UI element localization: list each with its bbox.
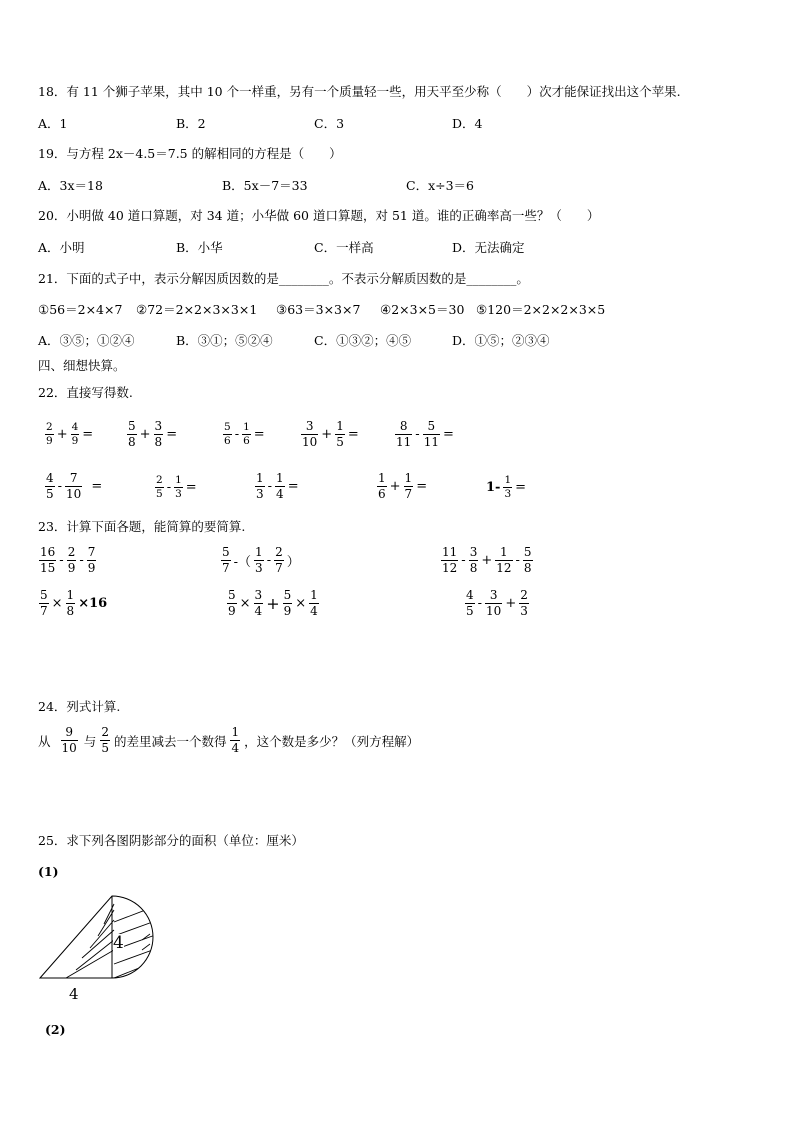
operator: -: [515, 553, 520, 568]
operator: -: [166, 480, 172, 495]
operator: -: [267, 479, 273, 494]
operator: -: [57, 479, 63, 494]
num: 1: [500, 545, 508, 559]
num: 3: [305, 419, 314, 433]
den: 15: [40, 561, 56, 575]
shaded-area-figure: [36, 892, 176, 992]
den: 4: [254, 604, 263, 618]
num: 5: [224, 421, 231, 433]
den: 9: [87, 561, 96, 575]
equals: =: [253, 427, 265, 442]
num: 2: [101, 725, 109, 739]
den: 8: [128, 435, 136, 449]
tail-term: ×16: [78, 596, 108, 611]
num: 1: [231, 725, 240, 739]
den: 9: [71, 435, 79, 447]
equals: =: [515, 480, 527, 495]
den: 5: [156, 488, 163, 500]
operator: -: [79, 553, 84, 568]
num: 4: [71, 421, 79, 433]
equals: =: [416, 479, 428, 494]
dimension-base: 4: [69, 985, 79, 1003]
den: 6: [224, 435, 231, 447]
den: 12: [442, 561, 458, 575]
den: 5: [336, 435, 344, 449]
equals: =: [347, 427, 359, 442]
q23-stem: 23．计算下面各题，能简算的要简算.: [38, 519, 246, 534]
operator: -: [234, 427, 240, 442]
operator: +: [266, 594, 280, 613]
den: 10: [66, 487, 82, 501]
text: 从: [38, 733, 51, 749]
num: 11: [442, 545, 458, 559]
q22-r1-e2: [126, 420, 179, 449]
operator: ×: [239, 596, 251, 611]
q18-stem: 18．有 11 个狮子苹果，其中 10 个一样重，另有一个质量轻一些，用天平至少称（ ）次才能保证找出这个苹果.: [38, 84, 681, 99]
num: 4: [46, 471, 54, 485]
den: 11: [396, 435, 412, 449]
den: 10: [61, 741, 77, 755]
q21-item-4: ④2×3×5＝30: [380, 302, 465, 317]
operator: -: [477, 596, 483, 611]
num: 5: [128, 419, 136, 433]
den: 5: [101, 741, 109, 755]
q18-option-a: A．1: [38, 116, 68, 131]
num: 2: [520, 588, 528, 602]
q22-r1-e5: [394, 420, 456, 449]
den: 3: [175, 488, 182, 500]
operator: +: [321, 427, 333, 442]
den: 11: [423, 435, 439, 449]
den: 3: [255, 561, 263, 575]
dimension-vertical: 4: [113, 933, 124, 953]
num: 3: [489, 588, 498, 602]
den: 4: [231, 741, 240, 755]
den: 9: [283, 604, 292, 618]
q21-item-1: ①56＝2×4×7: [38, 302, 123, 317]
den: 10: [302, 435, 318, 449]
text: ，这个数是多少？（列方程解）: [244, 733, 420, 749]
den: 6: [243, 435, 250, 447]
num: 8: [399, 419, 408, 433]
q21-item-5: ⑤120＝2×2×2×3×5: [476, 302, 606, 317]
den: 3: [256, 487, 264, 501]
num: 1: [310, 588, 318, 602]
q23-e1: [38, 546, 97, 575]
q19-option-b: B．5x－7＝33: [222, 178, 308, 193]
q21-stem: 21．下面的式子中，表示分解因质因数的是________。不表示分解质因数的是________。: [38, 271, 529, 286]
q22-r1-e1: [44, 422, 95, 447]
den: 7: [275, 561, 283, 575]
q22-r2-e2: [154, 475, 199, 500]
num: 1: [243, 421, 250, 433]
q21-item-2: ②72＝2×2×3×3×1: [136, 302, 258, 317]
den: 3: [520, 604, 528, 618]
operator: -: [415, 427, 420, 442]
q20-option-d: D．无法确定: [452, 240, 525, 255]
den: 4: [310, 604, 318, 618]
operator: +: [56, 427, 68, 442]
num: 3: [154, 419, 163, 433]
figure-1-label: (1): [38, 864, 59, 879]
q24-sentence: [38, 726, 419, 755]
operator: -: [266, 553, 272, 568]
num: 1: [276, 471, 284, 485]
num: 5: [283, 588, 292, 602]
equals: =: [82, 427, 94, 442]
q20-option-c: C．一样高: [314, 240, 374, 255]
q25-stem: 25．求下列各图阴影部分的面积（单位：厘米）: [38, 833, 304, 848]
num: 1: [256, 471, 264, 485]
operator: ×: [51, 596, 63, 611]
q22-r1-e3: [222, 422, 267, 447]
operator: -: [461, 553, 466, 568]
num: 1: [504, 474, 512, 486]
den: 12: [496, 561, 512, 575]
paren-close: ）: [286, 555, 300, 570]
den: 9: [228, 604, 236, 618]
q21-option-d: D．①⑤；②③④: [452, 333, 550, 348]
den: 6: [378, 487, 386, 501]
den: 8: [154, 435, 163, 449]
num: 5: [228, 588, 236, 602]
num: 5: [40, 588, 48, 602]
num: 3: [254, 588, 263, 602]
section-heading: 四、细想快算。: [38, 358, 126, 373]
operator: +: [389, 479, 401, 494]
q19-option-c: C．x÷3＝6: [406, 178, 474, 193]
q23-e2: [220, 546, 302, 575]
q22-r1-e4: [300, 420, 361, 449]
num: 2: [156, 474, 163, 486]
operator: -: [59, 553, 64, 568]
den: 5: [46, 487, 54, 501]
num: 5: [222, 545, 230, 559]
num: 1: [404, 471, 413, 485]
q20-option-a: A．小明: [38, 240, 85, 255]
den: 4: [276, 487, 284, 501]
q22-r2-e3: [254, 472, 301, 501]
num: 1: [255, 545, 263, 559]
operator: ×: [295, 596, 307, 611]
num: 5: [523, 545, 532, 559]
num: 16: [40, 545, 56, 559]
q22-r2-e4: [376, 472, 429, 501]
q18-option-b: B．2: [176, 116, 206, 131]
operator: +: [481, 553, 493, 568]
num: 7: [87, 545, 96, 559]
num: 1: [175, 474, 182, 486]
num: 9: [65, 725, 73, 739]
den: 8: [66, 604, 75, 618]
den: 8: [523, 561, 532, 575]
den: 3: [504, 488, 512, 500]
operator: +: [505, 596, 517, 611]
den: 10: [486, 604, 502, 618]
equals: =: [166, 427, 178, 442]
num: 2: [275, 545, 283, 559]
q21-item-3: ③63＝3×3×7: [276, 302, 361, 317]
figure-2-label: (2): [45, 1022, 66, 1037]
num: 2: [46, 421, 53, 433]
q19-option-a: A．3x＝18: [38, 178, 103, 193]
den: 7: [40, 604, 48, 618]
q18-option-c: C．3: [314, 116, 345, 131]
equals: =: [185, 480, 197, 495]
text: 与: [83, 733, 97, 749]
equals: =: [287, 479, 299, 494]
q21-option-a: A．③⑤；①②④: [38, 333, 135, 348]
den: 7: [222, 561, 230, 575]
num: 2: [67, 545, 76, 559]
text: 的差里减去一个数得: [113, 733, 227, 749]
den: 9: [46, 435, 53, 447]
q19-stem: 19．与方程 2x－4.5＝7.5 的解相同的方程是（ ）: [38, 146, 342, 161]
den: 9: [67, 561, 76, 575]
q23-e3: [440, 546, 534, 575]
q24-stem: 24．列式计算.: [38, 699, 121, 714]
den: 7: [404, 487, 413, 501]
q22-r2-e5: [484, 475, 528, 500]
q21-option-c: C．①③②；④⑤: [314, 333, 412, 348]
q22-r2-e1: [44, 472, 104, 501]
equals: =: [442, 427, 454, 442]
num: 7: [69, 471, 78, 485]
q21-option-b: B．③①；⑤②④: [176, 333, 273, 348]
q20-option-b: B．小华: [176, 240, 223, 255]
operator: -（: [233, 555, 252, 570]
q23-e4: [38, 589, 109, 618]
num: 5: [427, 419, 436, 433]
num: 3: [469, 545, 478, 559]
q22-stem: 22．直接写得数.: [38, 385, 133, 400]
q18-option-d: D．4: [452, 116, 483, 131]
num: 1: [378, 471, 386, 485]
q20-stem: 20．小明做 40 道口算题，对 34 道；小华做 60 道口算题，对 51 道。谁的正确率高一些？（ ）: [38, 208, 600, 223]
lead-term: 1-: [486, 480, 501, 495]
den: 5: [466, 604, 474, 618]
num: 4: [466, 588, 474, 602]
num: 1: [66, 588, 75, 602]
q23-e6: [464, 589, 530, 618]
den: 8: [469, 561, 478, 575]
equals: =: [91, 479, 103, 494]
operator: +: [139, 427, 151, 442]
q23-e5: [226, 589, 320, 618]
num: 1: [336, 419, 344, 433]
